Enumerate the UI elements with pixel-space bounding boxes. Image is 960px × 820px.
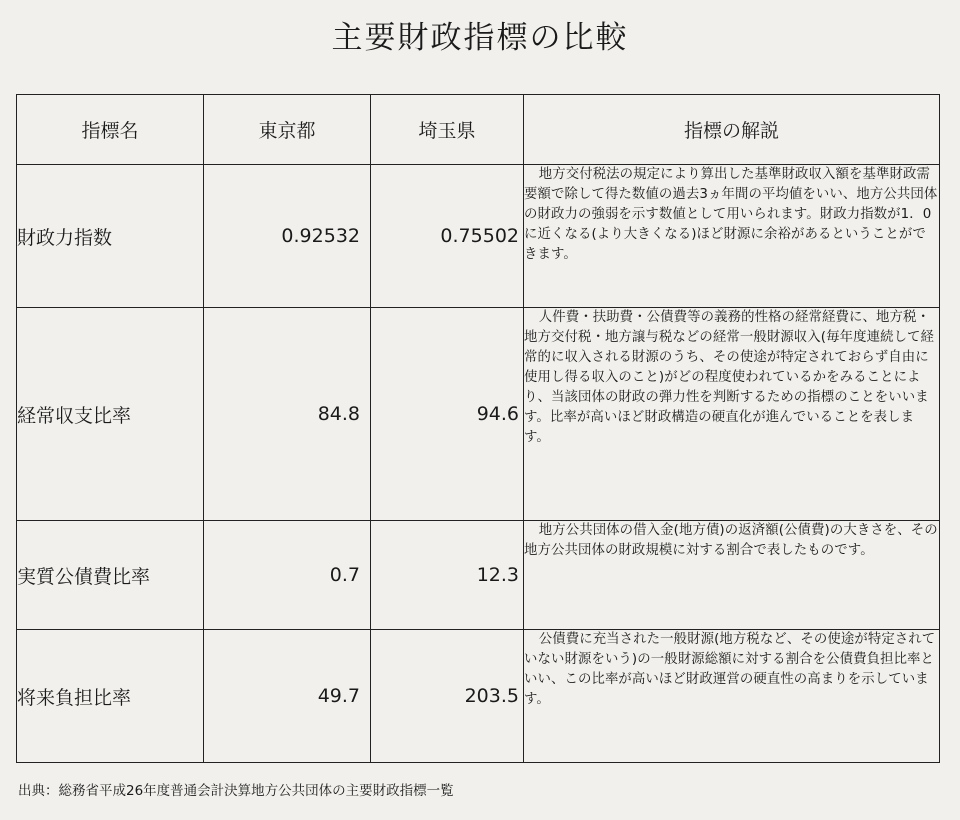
header-explanation: 指標の解説 (524, 95, 940, 165)
source-citation: 出典：総務省平成26年度普通会計決算地方公共団体の主要財政指標一覧 (18, 783, 454, 799)
header-tokyo: 東京都 (204, 95, 371, 165)
page-title: 主要財政指標の比較 (331, 20, 629, 56)
row-indicator-name: 実質公債費比率 (17, 521, 204, 630)
row-saitama-value: 12.3 (371, 521, 524, 630)
row-saitama-value: 203.5 (371, 630, 524, 763)
row-explanation: 地方公共団体の借入金(地方債)の返済額(公債費)の大きさを、その地方公共団体の財政規模に対する割合で表したものです。 (524, 523, 938, 558)
row-explanation-cell (524, 630, 940, 763)
row-indicator-name: 将来負担比率 (17, 630, 204, 763)
row-tokyo-value: 84.8 (204, 308, 371, 521)
row-indicator-name: 経常収支比率 (17, 308, 204, 521)
row-indicator-name: 財政力指数 (17, 165, 204, 308)
row-saitama-value: 0.75502 (371, 165, 524, 308)
row-explanation: 地方交付税法の規定により算出した基準財政収入額を基準財政需要額で除して得た数値の過去3ヵ年間の平均値をいい、地方公共団体の財政力の強弱を示す数値として用いられます。財政力指数が1．0に近くなる(より大きくなる)ほど財源に余裕があるということができます。 (524, 167, 938, 262)
row-explanation-cell (524, 308, 940, 521)
header-indicator-name: 指標名 (17, 95, 204, 165)
row-tokyo-value: 49.7 (204, 630, 371, 763)
row-explanation-cell (524, 521, 940, 630)
row-tokyo-value: 0.92532 (204, 165, 371, 308)
table-row (17, 521, 940, 630)
indicator-comparison-table (16, 94, 940, 763)
table-row (17, 630, 940, 763)
table-row (17, 165, 940, 308)
table-header-row (17, 95, 940, 165)
header-saitama: 埼玉県 (371, 95, 524, 165)
table-row (17, 308, 940, 521)
row-explanation: 人件費・扶助費・公債費等の義務的性格の経常経費に、地方税・地方交付税・地方譲与税などの経常一般財源収入(毎年度連続して経常的に収入される財源のうち、その使途が特定されておらず自由に使用し得る収入のこと)がどの程度使われているかをみることにより、当該団体の財政の弾力性を判断するための指標のことをいいます。比率が高いほど財政構造の硬直化が進んでいることを表します。 (524, 310, 935, 445)
row-saitama-value: 94.6 (371, 308, 524, 521)
row-explanation-cell (524, 165, 940, 308)
row-tokyo-value: 0.7 (204, 521, 371, 630)
row-explanation: 公債費に充当された一般財源(地方税など、その使途が特定されていない財源をいう)の一般財源総額に対する割合を公債費負担比率といい、この比率が高いほど財政運営の硬直性の高まりを示しています。 (524, 632, 936, 707)
